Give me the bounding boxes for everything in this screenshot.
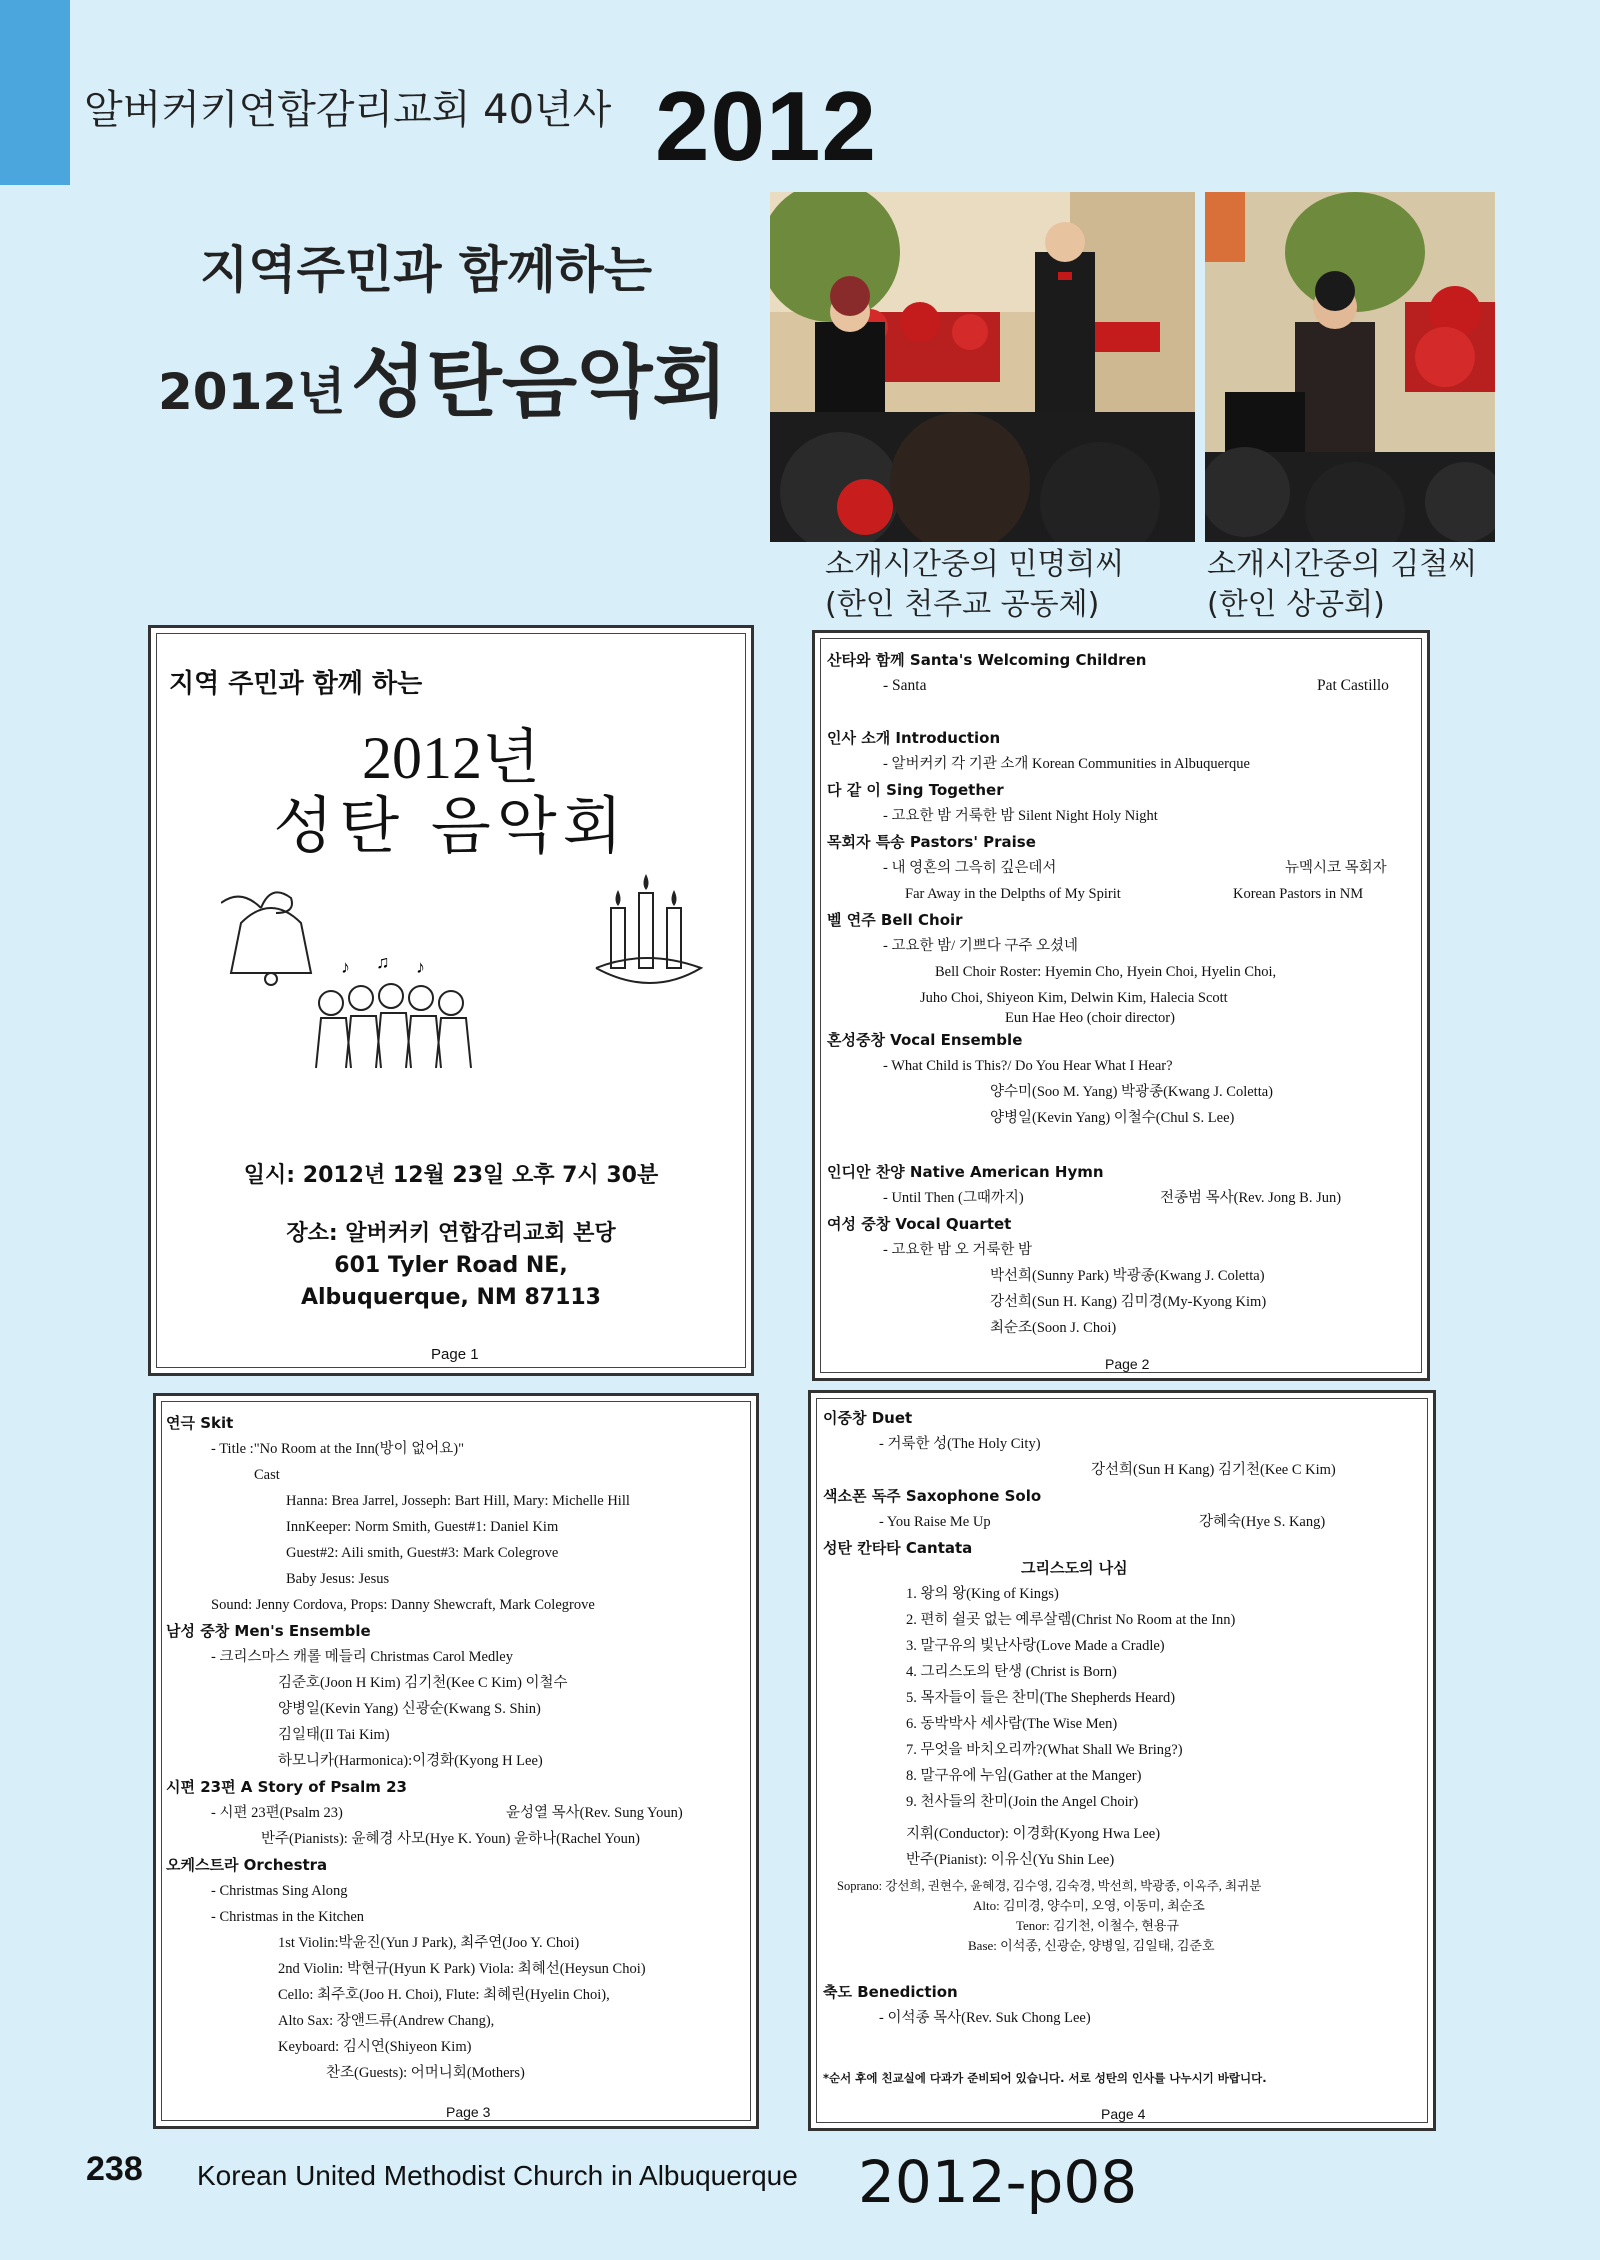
program-line: Pat Castillo: [1317, 677, 1389, 694]
footer-page-ref: 2012-p08: [858, 2148, 1138, 2216]
program-line: 여성 중창 Vocal Quartet: [827, 1215, 1012, 1233]
program-line: 김준호(Joon H Kim) 김기천(Kee C Kim) 이철수: [278, 1675, 568, 1691]
photo-concert-intro-2: [1205, 192, 1495, 542]
program-line: Alto: 김미경, 양수미, 오영, 이동미, 최순조: [973, 1898, 1205, 1913]
program-line: 뉴멕시코 목회자: [1285, 860, 1387, 876]
headline-line2: [158, 320, 728, 432]
headline-year: 2012년: [158, 363, 346, 421]
program-line: - 고요한 밤/ 기쁘다 구주 오셨네: [883, 938, 1079, 954]
program-line: 반주(Pianist): 이유신(Yu Shin Lee): [906, 1852, 1115, 1868]
program-line: Bell Choir Roster: Hyemin Cho, Hyein Choi, Hyelin Choi,: [935, 964, 1277, 980]
page-label: Page 3: [446, 2104, 491, 2120]
program-line: 6. 동박박사 세사람(The Wise Men): [906, 1716, 1118, 1732]
program-line: 3. 말구유의 빛난사랑(Love Made a Cradle): [906, 1638, 1165, 1654]
program-line: 찬조(Guests): 어머니회(Mothers): [326, 2065, 525, 2081]
program-line: - 고요한 밤 오 거룩한 밤: [883, 1242, 1033, 1258]
program-line: Juho Choi, Shiyeon Kim, Delwin Kim, Halecia Scott: [920, 990, 1228, 1006]
program-line: - You Raise Me Up: [879, 1514, 991, 1530]
program-line: 강혜숙(Hye S. Kang): [1199, 1514, 1326, 1530]
program-line: 성탄 칸타타 Cantata: [823, 1539, 973, 1557]
program-date: 일시: 2012년 12월 23일 오후 7시 30분: [243, 1163, 659, 1188]
carolers-icon: [301, 958, 481, 1068]
program-line: 양수미(Soo M. Yang) 박광종(Kwang J. Coletta): [990, 1084, 1274, 1100]
program-line: Far Away in the Delpths of My Spirit: [905, 886, 1121, 902]
program-line: 양병일(Kevin Yang) 이철수(Chul S. Lee): [990, 1110, 1235, 1126]
program-page-2: [812, 630, 1430, 1381]
program-line: 연극 Skit: [166, 1414, 234, 1432]
program-line: Korean Pastors in NM: [1233, 886, 1364, 902]
program-line: 5. 목자들이 들은 찬미(The Shepherds Heard): [906, 1690, 1176, 1706]
program-line: Base: 이석종, 신광순, 양병일, 김일태, 김준호: [968, 1938, 1215, 1953]
program-line: InnKeeper: Norm Smith, Guest#1: Daniel Kim: [286, 1519, 559, 1535]
program-line: - 거룩한 성(The Holy City): [879, 1436, 1041, 1452]
photo-caption-2: [1207, 545, 1477, 625]
program-line: 최순조(Soon J. Choi): [990, 1320, 1117, 1336]
program-line: 양병일(Kevin Yang) 신광순(Kwang S. Shin): [278, 1701, 541, 1717]
venue-line3: Albuquerque, NM 87113: [300, 1285, 601, 1310]
venue-line2: 601 Tyler Road NE,: [334, 1253, 568, 1278]
program-line: 축도 Benediction: [823, 1983, 958, 2001]
caption-1-line1: 소개시간중의 민명희씨: [825, 547, 1125, 582]
program-page-4: [808, 1390, 1436, 2131]
photo-caption-1: [825, 545, 1124, 625]
program-year: 2012년: [362, 725, 540, 791]
caption-2-line2: (한인 상공회): [1207, 587, 1385, 622]
program-line: 1st Violin:박윤진(Yun J Park), 최주연(Joo Y. Choi): [278, 1935, 580, 1951]
program-line: - 이석종 목사(Rev. Suk Chong Lee): [879, 2010, 1091, 2026]
svg-text:♪: ♪: [341, 958, 350, 977]
program-line: 김일태(Il Tai Kim): [278, 1727, 390, 1743]
program-line: 다 같 이 Sing Together: [827, 781, 1004, 799]
caption-2-line1: 소개시간중의 김철씨: [1207, 547, 1478, 582]
program-line: - 알버커키 각 기관 소개 Korean Communities in Albuquerque: [883, 756, 1250, 772]
program-page-1: [148, 625, 754, 1376]
program-line: - 크리스마스 캐롤 메들리 Christmas Carol Medley: [211, 1649, 513, 1665]
page-label: Page 4: [1101, 2106, 1146, 2122]
program-line: 인디안 찬양 Native American Hymn: [827, 1163, 1104, 1181]
program-line: - Title :"No Room at the Inn(방이 없어요)": [211, 1441, 465, 1457]
program-line: 전종범 목사(Rev. Jong B. Jun): [1160, 1190, 1342, 1206]
program-venue: [151, 1218, 751, 1314]
program-line: 강선희(Sun H. Kang) 김미경(My-Kyong Kim): [990, 1294, 1267, 1310]
program-line: 남성 중창 Men's Ensemble: [166, 1622, 371, 1640]
program-line: 오케스트라 Orchestra: [166, 1856, 328, 1874]
program-line: - Until Then (그때까지): [883, 1190, 1024, 1206]
candles-icon: [591, 868, 711, 998]
program-line: 8. 말구유에 누임(Gather at the Manger): [906, 1768, 1142, 1784]
program-line: 그리스도의 나심: [1021, 1559, 1128, 1577]
book-title: 알버커키연합감리교회 40년사: [84, 87, 612, 133]
program-line: 혼성중창 Vocal Ensemble: [827, 1031, 1023, 1049]
caption-1-line2: (한인 천주교 공동체): [825, 587, 1100, 622]
photo-concert-intro-1: [770, 192, 1195, 542]
program-line: - Santa: [883, 677, 927, 694]
program-line: 7. 무엇을 바치오리까?(What Shall We Bring?): [906, 1742, 1183, 1758]
footer-page-number: 238: [86, 2150, 143, 2188]
program-line: Hanna: Brea Jarrel, Josseph: Bart Hill, Mary: Michelle Hill: [286, 1493, 630, 1509]
program-line: 2. 편히 쉴곳 없는 예루살렘(Christ No Room at the Inn): [906, 1612, 1236, 1628]
footer-church-name: Korean United Methodist Church in Albuquerque: [197, 2160, 798, 2191]
program-line: Keyboard: 김시연(Shiyeon Kim): [278, 2039, 472, 2055]
program-line: Guest#2: Aili smith, Guest#3: Mark Colegrove: [286, 1545, 559, 1561]
program-subtitle: 지역 주민과 함께 하는: [169, 669, 423, 699]
program-line: - 시편 23편(Psalm 23): [211, 1805, 343, 1821]
program-line: - Christmas in the Kitchen: [211, 1909, 365, 1925]
program-page-3: [153, 1393, 759, 2129]
program-line: Soprano: 강선희, 권현수, 윤혜경, 김수영, 김숙경, 박선희, 박광종, 이옥주, 최귀분: [837, 1879, 1262, 1893]
headline-title: 성탄음악회: [351, 338, 728, 428]
headline-line1: 지역주민과 함께하는: [200, 241, 653, 299]
program-line: 목회자 특송 Pastors' Praise: [827, 833, 1036, 851]
program-title: 성탄 음악회: [273, 789, 629, 862]
program-line: - 내 영혼의 그윽히 깊은데서: [883, 860, 1057, 876]
program-line: 인사 소개 Introduction: [827, 729, 1001, 747]
program-line: 반주(Pianists): 윤혜경 사모(Hye K. Youn) 윤하나(Rachel Youn): [261, 1831, 640, 1847]
year-heading: 2012: [655, 71, 878, 181]
program-line: 4. 그리스도의 탄생 (Christ is Born): [906, 1664, 1117, 1680]
program-line: Sound: Jenny Cordova, Props: Danny Shewcraft, Mark Colegrove: [211, 1597, 595, 1613]
program-line: Eun Hae Heo (choir director): [1005, 1010, 1175, 1026]
program-line: 1. 왕의 왕(King of Kings): [906, 1586, 1059, 1602]
program-line: - Christmas Sing Along: [211, 1883, 348, 1899]
svg-text:♫: ♫: [376, 958, 390, 972]
program-line: 2nd Violin: 박현규(Hyun K Park) Viola: 최혜선(Heysun Choi): [278, 1961, 646, 1977]
program-line: 산타와 함께 Santa's Welcoming Children: [827, 651, 1147, 669]
program-line: 박선희(Sunny Park) 박광종(Kwang J. Coletta): [990, 1268, 1265, 1284]
program-line: 벨 연주 Bell Choir: [827, 911, 963, 929]
program-line: - 고요한 밤 거룩한 밤 Silent Night Holy Night: [883, 808, 1158, 824]
program-line: 9. 천사들의 찬미(Join the Angel Choir): [906, 1794, 1139, 1810]
program-line: - What Child is This?/ Do You Hear What I Hear?: [883, 1058, 1173, 1074]
program-line: 강선희(Sun H Kang) 김기천(Kee C Kim): [1091, 1462, 1336, 1478]
program-line: Tenor: 김기천, 이철수, 현용규: [1016, 1918, 1180, 1933]
venue-line1: 장소: 알버커키 연합감리교회 본당: [286, 1221, 616, 1246]
program-line: Alto Sax: 장앤드류(Andrew Chang),: [278, 2013, 495, 2029]
page-label: Page 1: [431, 1346, 479, 1363]
program-line: 윤성열 목사(Rev. Sung Youn): [506, 1805, 683, 1821]
program-line: 지휘(Conductor): 이경화(Kyong Hwa Lee): [906, 1826, 1161, 1842]
program-line: Cello: 최주호(Joo H. Choi), Flute: 최혜린(Hyelin Choi),: [278, 1987, 610, 2003]
svg-text:♪: ♪: [416, 958, 425, 977]
program-line: 시편 23편 A Story of Psalm 23: [166, 1778, 407, 1796]
program-line: 색소폰 독주 Saxophone Solo: [823, 1487, 1042, 1505]
program-line: Baby Jesus: Jesus: [286, 1571, 390, 1587]
corner-tab: [0, 0, 70, 185]
program-footnote: *순서 후에 친교실에 다과가 준비되어 있습니다. 서로 성탄의 인사를 나누시기 바랍니다.: [823, 2071, 1267, 2085]
program-line: Cast: [254, 1467, 280, 1483]
program-line: 이중창 Duet: [823, 1409, 913, 1427]
program-line: 하모니카(Harmonica):이경화(Kyong H Lee): [278, 1753, 543, 1769]
page-label: Page 2: [1105, 1356, 1150, 1372]
